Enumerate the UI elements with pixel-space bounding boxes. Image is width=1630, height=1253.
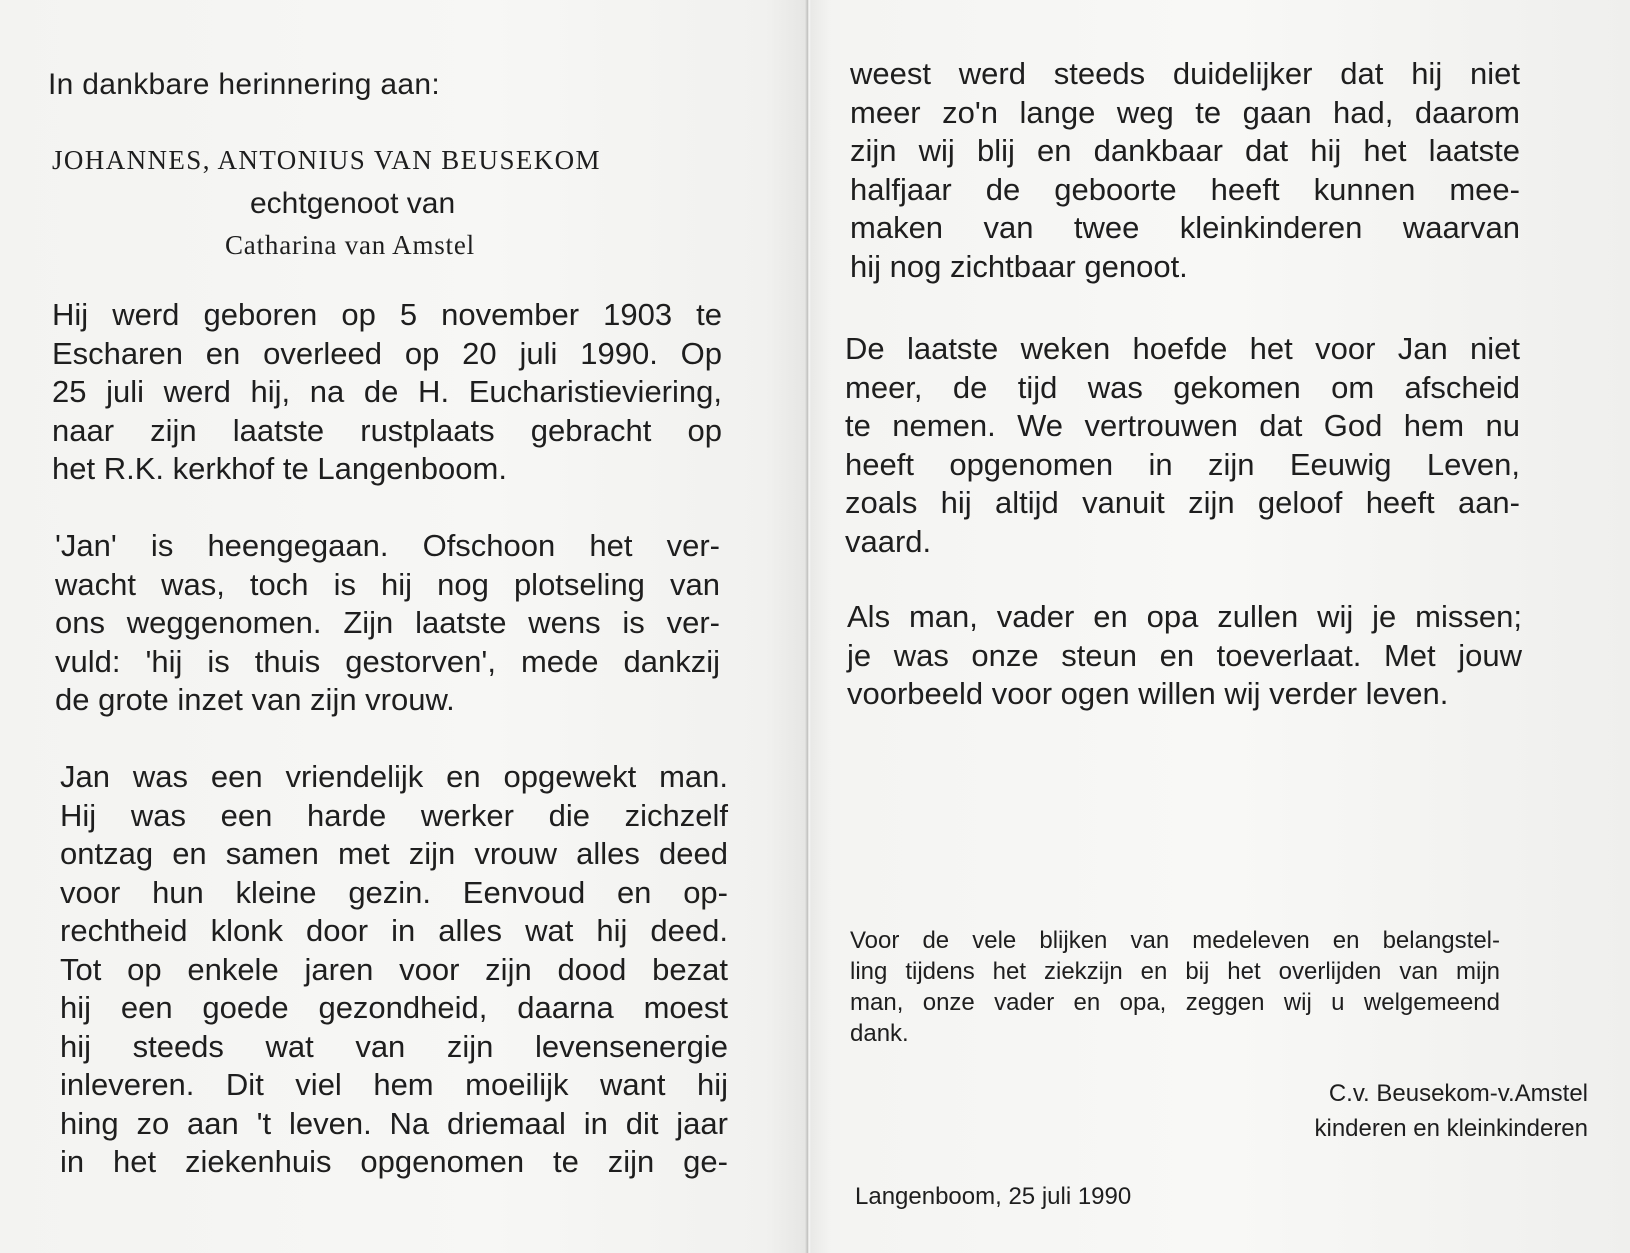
text-line: meer, de tijd was gekomen om afscheid: [845, 369, 1520, 405]
text-line: 25 juli werd hij, na de H. Eucharistieviering,: [52, 374, 722, 409]
paragraph-character: [60, 758, 728, 1182]
text-line: in het ziekenhuis opgenomen te zijn ge-: [60, 1144, 728, 1179]
paragraph-last-weeks: [845, 330, 1520, 561]
spouse-label: echtgenoot van: [250, 187, 456, 220]
text-line: ontzag en samen met zijn vrouw alles deed: [60, 836, 728, 871]
text-line: zoals hij altijd vanuit zijn geloof heeft aan-: [845, 485, 1520, 520]
signature-children: kinderen en kleinkinderen: [1314, 1115, 1588, 1142]
text-line: heeft opgenomen in zijn Eeuwig Leven,: [845, 446, 1520, 482]
text-line: De laatste weken hoefde het voor Jan niet: [845, 331, 1520, 366]
text-line: zijn wij blij en dankbaar dat hij het laatste: [850, 133, 1520, 168]
paragraph-continuation: [850, 55, 1520, 286]
text-line: man, onze vader en opa, zeggen wij u welgemeend: [850, 989, 1500, 1016]
text-line: hing zo aan 't leven. Na driemaal in dit jaar: [60, 1105, 728, 1141]
text-line: Als man, vader en opa zullen wij je missen;: [847, 599, 1522, 634]
text-line: maken van twee kleinkinderen waarvan: [850, 210, 1520, 245]
text-line: Hij was een harde werker die zichzelf: [60, 797, 728, 833]
text-line: inleveren. Dit viel hem moeilijk want hij: [60, 1067, 728, 1102]
text-line: het R.K. kerkhof te Langenboom.: [52, 451, 507, 486]
paragraph-birth-death: [52, 296, 722, 489]
text-line: de grote inzet van zijn vrouw.: [55, 682, 455, 717]
text-line: hij steeds wat van zijn levensenergie: [60, 1028, 728, 1064]
text-line: vuld: 'hij is thuis gestorven', mede dankzij: [55, 643, 720, 679]
card-fold-crease: [805, 0, 811, 1253]
text-line: ons weggenomen. Zijn laatste wens is ver-: [55, 605, 720, 640]
text-line: Escharen en overleed op 20 juli 1990. Op: [52, 335, 722, 371]
paragraph-passing: [55, 527, 720, 720]
text-line: hij een goede gezondheid, daarna moest: [60, 990, 728, 1025]
spouse-name: Catharina van Amstel: [225, 230, 475, 260]
signature-family-name: C.v. Beusekom-v.Amstel: [1328, 1080, 1588, 1107]
paragraph-farewell: [847, 598, 1522, 714]
text-line: dank.: [850, 1020, 909, 1047]
text-line: voor hun kleine gezin. Eenvoud en op-: [60, 874, 728, 910]
text-line: hij nog zichtbaar genoot.: [850, 248, 1188, 284]
deceased-name: JOHANNES, ANTONIUS VAN BEUSEKOM: [52, 145, 601, 175]
text-line: naar zijn laatste rustplaats gebracht op: [52, 412, 722, 448]
text-line: voorbeeld voor ogen willen wij verder leven.: [847, 676, 1449, 711]
heading: In dankbare herinnering aan:: [48, 68, 441, 101]
text-line: vaard.: [845, 523, 932, 559]
text-line: wacht was, toch is hij nog plotseling van: [55, 566, 720, 602]
place-date: Langenboom, 25 juli 1990: [855, 1183, 1132, 1210]
text-line: Tot op enkele jaren voor zijn dood bezat: [60, 951, 728, 987]
text-line: 'Jan' is heengegaan. Ofschoon het ver-: [55, 528, 720, 563]
text-line: je was onze steun en toeverlaat. Met jouw: [847, 637, 1522, 673]
text-line: Voor de vele blijken van medeleven en belangstel-: [850, 927, 1500, 954]
text-line: meer zo'n lange weg te gaan had, daarom: [850, 94, 1520, 130]
text-line: halfjaar de geboorte heeft kunnen mee-: [850, 171, 1520, 207]
text-line: Hij werd geboren op 5 november 1903 te: [52, 297, 722, 332]
text-line: ling tijdens het ziekzijn en bij het overlijden van mijn: [850, 958, 1500, 985]
text-line: te nemen. We vertrouwen dat God hem nu: [845, 408, 1520, 443]
thanks-note: [850, 925, 1500, 1049]
text-line: weest werd steeds duidelijker dat hij niet: [850, 56, 1520, 91]
text-line: rechtheid klonk door in alles wat hij deed.: [60, 913, 728, 948]
text-line: Jan was een vriendelijk en opgewekt man.: [60, 759, 728, 794]
